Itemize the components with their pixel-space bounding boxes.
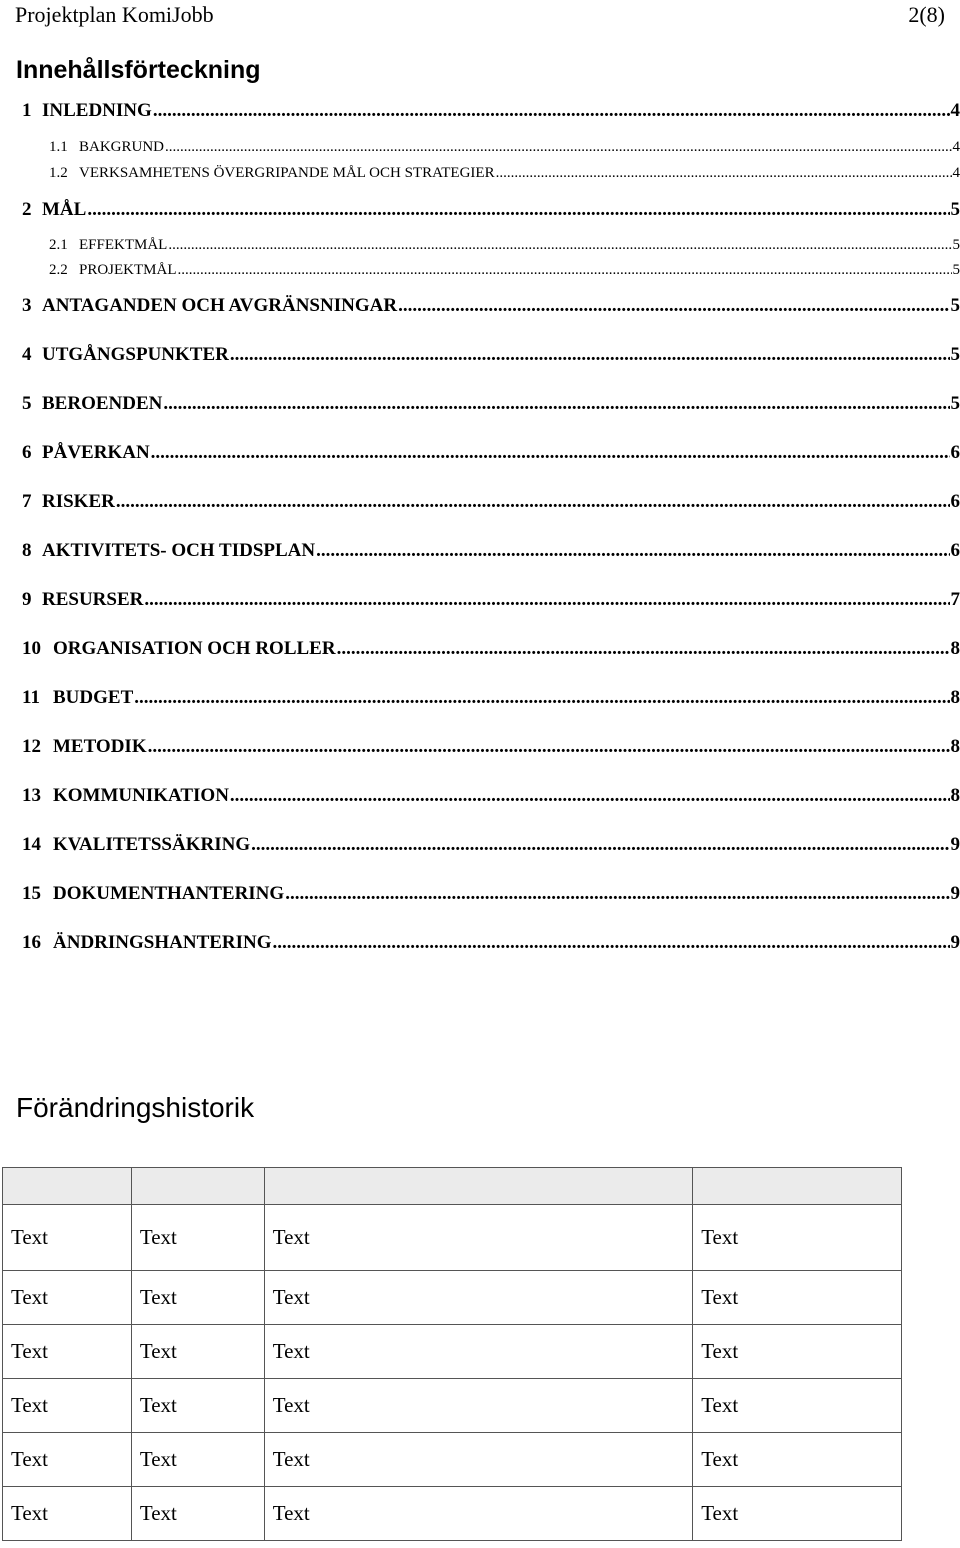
toc-entry-page: 4 xyxy=(952,139,960,155)
toc-entry-label: ANTAGANDEN OCH AVGRÄNSNINGAR xyxy=(42,295,398,316)
toc-entry-label: RESURSER xyxy=(42,589,144,610)
toc-entry-label: EFFEKTMÅL xyxy=(79,237,168,253)
toc-leader-dots xyxy=(285,883,949,905)
table-header-cell xyxy=(3,1168,132,1205)
toc-entry-label: ORGANISATION OCH ROLLER xyxy=(53,638,336,659)
toc-entry[interactable] xyxy=(22,883,960,905)
toc-leader-dots xyxy=(163,393,949,415)
toc-leader-dots xyxy=(398,295,949,317)
table-cell: Text xyxy=(693,1433,902,1487)
table-cell: Text xyxy=(693,1325,902,1379)
toc-entry-page: 8 xyxy=(950,638,960,659)
table-cell: Text xyxy=(3,1205,132,1271)
toc-entry[interactable] xyxy=(22,442,960,464)
toc-entry[interactable] xyxy=(22,932,960,954)
document-title: Projektplan KomiJobb xyxy=(15,2,214,27)
table-cell: Text xyxy=(131,1379,264,1433)
page-number: 2(8) xyxy=(908,2,945,27)
toc-entry-page: 9 xyxy=(950,834,960,855)
toc-leader-dots xyxy=(316,540,949,562)
toc-entry-page: 5 xyxy=(952,237,960,253)
toc-leader-dots xyxy=(134,687,949,709)
change-history-heading: Förändringshistorik xyxy=(16,1092,255,1123)
toc-entry-page: 9 xyxy=(950,883,960,904)
table-cell: Text xyxy=(693,1379,902,1433)
toc-entry-label: BUDGET xyxy=(53,687,134,708)
toc-entry-label: MÅL xyxy=(42,199,87,220)
toc-entry-label: UTGÅNGSPUNKTER xyxy=(42,344,229,365)
toc-entry-page: 5 xyxy=(950,393,960,414)
toc-leader-dots xyxy=(496,165,952,182)
toc-entry-page: 4 xyxy=(950,100,960,121)
toc-entry[interactable] xyxy=(22,199,960,221)
toc-entry[interactable] xyxy=(22,100,960,122)
toc-leader-dots xyxy=(230,344,950,366)
toc-entry-label: KVALITETSSÄKRING xyxy=(53,834,251,855)
toc-entry-page: 8 xyxy=(950,785,960,806)
table-cell: Text xyxy=(3,1487,132,1541)
table-cell: Text xyxy=(3,1379,132,1433)
toc-entry[interactable] xyxy=(49,237,960,254)
toc-entry-page: 5 xyxy=(950,295,960,316)
toc-entry[interactable] xyxy=(22,491,960,513)
toc-entry-page: 8 xyxy=(950,687,960,708)
change-history-table xyxy=(2,1167,902,1541)
toc-entry-number: 10 xyxy=(22,638,41,659)
table-cell: Text xyxy=(264,1325,692,1379)
toc-heading: Innehållsförteckning xyxy=(16,56,261,84)
toc-entry-label: RISKER xyxy=(42,491,115,512)
toc-entry-number: 1.2 xyxy=(49,165,68,181)
page-header xyxy=(15,0,945,30)
toc-leader-dots xyxy=(144,589,949,611)
toc-entry-label: PROJEKTMÅL xyxy=(79,262,177,278)
toc-entry-number: 12 xyxy=(22,736,41,757)
toc-entry-number: 2 xyxy=(22,199,32,220)
toc-entry-label: AKTIVITETS- OCH TIDSPLAN xyxy=(42,540,316,561)
toc-leader-dots xyxy=(230,785,950,807)
toc-entry[interactable] xyxy=(22,540,960,562)
toc-entry[interactable] xyxy=(22,344,960,366)
toc-entry-label: BAKGRUND xyxy=(79,139,165,155)
table-cell: Text xyxy=(693,1205,902,1271)
toc-entry-number: 2.2 xyxy=(49,262,68,278)
toc-entry-label: ÄNDRINGSHANTERING xyxy=(53,932,272,953)
table-header-cell xyxy=(264,1168,692,1205)
toc-leader-dots xyxy=(87,199,949,221)
toc-entry-page: 6 xyxy=(950,491,960,512)
toc-entry-number: 16 xyxy=(22,932,41,953)
table-cell: Text xyxy=(131,1205,264,1271)
table-cell: Text xyxy=(3,1271,132,1325)
toc-entry-number: 7 xyxy=(22,491,32,512)
toc-leader-dots xyxy=(251,834,949,856)
toc-leader-dots xyxy=(116,491,950,513)
table-row xyxy=(3,1487,902,1541)
toc-entry[interactable] xyxy=(22,589,960,611)
toc-leader-dots xyxy=(178,262,952,279)
table-cell: Text xyxy=(264,1271,692,1325)
table-row xyxy=(3,1433,902,1487)
toc-entry-number: 9 xyxy=(22,589,32,610)
table-cell: Text xyxy=(131,1325,264,1379)
toc-leader-dots xyxy=(337,638,950,660)
table-row xyxy=(3,1205,902,1271)
table-cell: Text xyxy=(264,1205,692,1271)
toc-entry-number: 14 xyxy=(22,834,41,855)
table-row xyxy=(3,1271,902,1325)
toc-entry-label: BEROENDEN xyxy=(42,393,163,414)
toc-leader-dots xyxy=(148,736,950,758)
table-cell: Text xyxy=(693,1271,902,1325)
toc-entry[interactable] xyxy=(22,736,960,758)
toc-entry-label: VERKSAMHETENS ÖVERGRIPANDE MÅL OCH STRATEGIER xyxy=(79,165,495,181)
toc-entry-number: 1 xyxy=(22,100,32,121)
toc-entry[interactable] xyxy=(22,834,960,856)
toc-entry-number: 3 xyxy=(22,295,32,316)
toc-entry[interactable] xyxy=(22,785,960,807)
toc-entry-page: 8 xyxy=(950,736,960,757)
toc-leader-dots xyxy=(165,139,951,156)
table-cell: Text xyxy=(264,1487,692,1541)
toc-entry-number: 8 xyxy=(22,540,32,561)
table-header-row xyxy=(3,1168,902,1205)
table-cell: Text xyxy=(3,1325,132,1379)
table-cell: Text xyxy=(131,1433,264,1487)
toc-entry-label: INLEDNING xyxy=(42,100,152,121)
table-row xyxy=(3,1325,902,1379)
toc-entry[interactable] xyxy=(49,139,960,156)
table-cell: Text xyxy=(693,1487,902,1541)
toc-entry[interactable] xyxy=(22,393,960,415)
toc-leader-dots xyxy=(273,932,950,954)
toc-entry-number: 15 xyxy=(22,883,41,904)
toc-leader-dots xyxy=(151,442,950,464)
toc-leader-dots xyxy=(153,100,950,122)
toc-entry-page: 4 xyxy=(952,165,960,181)
toc-entry-number: 11 xyxy=(22,687,40,708)
toc-entry-page: 5 xyxy=(950,199,960,220)
toc-entry-number: 13 xyxy=(22,785,41,806)
table-cell: Text xyxy=(131,1487,264,1541)
toc-entry-page: 5 xyxy=(950,344,960,365)
toc-entry-number: 5 xyxy=(22,393,32,414)
toc-entry-page: 6 xyxy=(950,540,960,561)
toc-entry[interactable] xyxy=(49,165,960,182)
table-header-cell xyxy=(131,1168,264,1205)
toc-entry-page: 9 xyxy=(950,932,960,953)
toc-entry[interactable] xyxy=(49,262,960,279)
toc-entry[interactable] xyxy=(22,687,960,709)
table-cell: Text xyxy=(3,1433,132,1487)
table-cell: Text xyxy=(131,1271,264,1325)
toc-leader-dots xyxy=(168,237,951,254)
toc-entry-label: DOKUMENTHANTERING xyxy=(53,883,285,904)
toc-entry-label: KOMMUNIKATION xyxy=(53,785,229,806)
toc-entry[interactable] xyxy=(22,638,960,660)
toc-entry-number: 6 xyxy=(22,442,32,463)
table-header-cell xyxy=(693,1168,902,1205)
toc-entry-number: 4 xyxy=(22,344,32,365)
table-row xyxy=(3,1379,902,1433)
toc-entry-number: 1.1 xyxy=(49,139,68,155)
toc-entry[interactable] xyxy=(22,295,960,317)
toc-entry-label: PÅVERKAN xyxy=(42,442,150,463)
table-cell: Text xyxy=(264,1433,692,1487)
toc-entry-page: 7 xyxy=(950,589,960,610)
toc-entry-number: 2.1 xyxy=(49,237,68,253)
toc-entry-label: METODIK xyxy=(53,736,147,757)
toc-entry-page: 6 xyxy=(950,442,960,463)
toc-entry-page: 5 xyxy=(952,262,960,278)
table-cell: Text xyxy=(264,1379,692,1433)
